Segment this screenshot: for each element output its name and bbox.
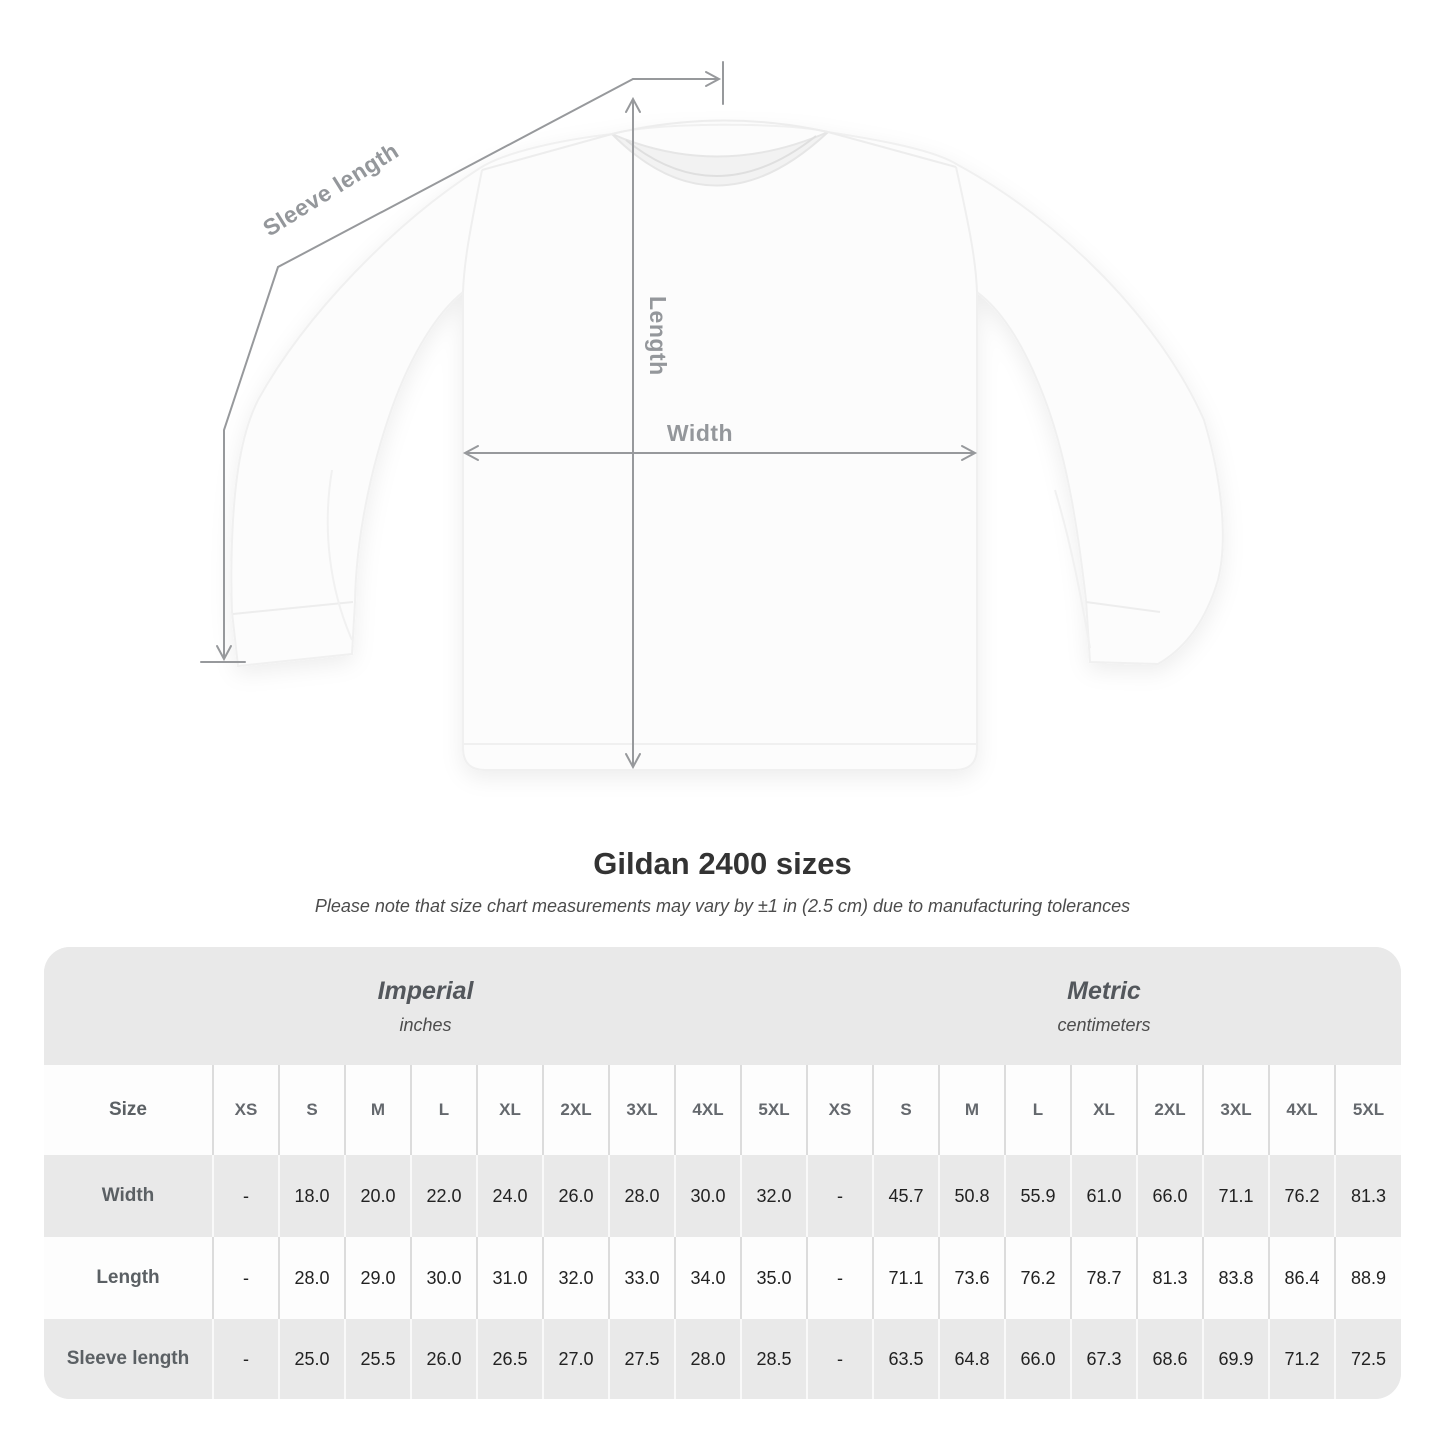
cell: 27.5 (609, 1319, 675, 1399)
size-header-row (44, 1065, 1401, 1155)
cell: - (807, 1237, 873, 1319)
cell: 26.0 (543, 1155, 609, 1237)
cell: 69.9 (1203, 1319, 1269, 1399)
length-row (44, 1237, 1401, 1319)
size-col-header: M (939, 1065, 1005, 1155)
size-col-header: M (345, 1065, 411, 1155)
cell: 67.3 (1071, 1319, 1137, 1399)
cell: 71.2 (1269, 1319, 1335, 1399)
unit-header-band (44, 947, 1401, 1065)
cell: 81.3 (1335, 1155, 1401, 1237)
imperial-label: Imperial (377, 976, 474, 1005)
cell: 76.2 (1269, 1155, 1335, 1237)
cell: 26.5 (477, 1319, 543, 1399)
cell: - (213, 1155, 279, 1237)
cell: 28.5 (741, 1319, 807, 1399)
metric-label: Metric (1067, 976, 1141, 1005)
row-label: Width (101, 1185, 155, 1206)
cell: 61.0 (1071, 1155, 1137, 1237)
size-col-header: 5XL (741, 1065, 807, 1155)
cell: 64.8 (939, 1319, 1005, 1399)
cell: - (213, 1319, 279, 1399)
metric-unit: centimeters (1057, 1014, 1151, 1035)
imperial-unit: inches (399, 1014, 452, 1035)
cell: 26.0 (411, 1319, 477, 1399)
cell: 71.1 (1203, 1155, 1269, 1237)
size-col-header: 5XL (1335, 1065, 1401, 1155)
size-col-header: 3XL (609, 1065, 675, 1155)
row-label: Length (96, 1267, 160, 1288)
cell: 55.9 (1005, 1155, 1071, 1237)
cell: 34.0 (675, 1237, 741, 1319)
cell: 25.0 (279, 1319, 345, 1399)
cell: 29.0 (345, 1237, 411, 1319)
length-label: Length (645, 296, 671, 376)
cell: 73.6 (939, 1237, 1005, 1319)
size-col-header: 3XL (1203, 1065, 1269, 1155)
size-col-header: XL (477, 1065, 543, 1155)
size-col-header: 4XL (1269, 1065, 1335, 1155)
cell: - (807, 1319, 873, 1399)
cell: 30.0 (411, 1237, 477, 1319)
cell: - (213, 1237, 279, 1319)
size-col-header: S (279, 1065, 345, 1155)
cell: 32.0 (543, 1237, 609, 1319)
imperial-header (44, 947, 807, 1065)
size-col-header: 2XL (1137, 1065, 1203, 1155)
cell: 18.0 (279, 1155, 345, 1237)
cell: 28.0 (675, 1319, 741, 1399)
size-chart-table (44, 947, 1401, 1399)
measurements-grid (44, 1065, 1401, 1399)
size-col-header: L (1005, 1065, 1071, 1155)
cell: 83.8 (1203, 1237, 1269, 1319)
size-col-header: S (873, 1065, 939, 1155)
cell: 28.0 (609, 1155, 675, 1237)
size-corner-header: Size (108, 1099, 148, 1120)
cell: 63.5 (873, 1319, 939, 1399)
cell: 32.0 (741, 1155, 807, 1237)
cell: 27.0 (543, 1319, 609, 1399)
cell: 20.0 (345, 1155, 411, 1237)
size-col-header: 2XL (543, 1065, 609, 1155)
cell: 78.7 (1071, 1237, 1137, 1319)
cell: 22.0 (411, 1155, 477, 1237)
cell: 35.0 (741, 1237, 807, 1319)
sleeve-length-label: Sleeve length (258, 137, 404, 242)
cell: - (807, 1155, 873, 1237)
size-col-header: L (411, 1065, 477, 1155)
size-col-header: XS (213, 1065, 279, 1155)
cell: 88.9 (1335, 1237, 1401, 1319)
width-row (44, 1155, 1401, 1237)
cell: 66.0 (1137, 1155, 1203, 1237)
cell: 24.0 (477, 1155, 543, 1237)
size-col-header: XL (1071, 1065, 1137, 1155)
width-label: Width (666, 420, 734, 446)
cell: 72.5 (1335, 1319, 1401, 1399)
cell: 28.0 (279, 1237, 345, 1319)
cell: 66.0 (1005, 1319, 1071, 1399)
metric-header (807, 947, 1401, 1065)
tolerance-note: Please note that size chart measurements may vary by ±1 in (2.5 cm) due to manufacturing tolerances (314, 896, 1131, 916)
row-label: Sleeve length (66, 1348, 190, 1369)
cell: 71.1 (873, 1237, 939, 1319)
size-col-header: 4XL (675, 1065, 741, 1155)
cell: 50.8 (939, 1155, 1005, 1237)
cell: 76.2 (1005, 1237, 1071, 1319)
size-col-header: XS (807, 1065, 873, 1155)
cell: 68.6 (1137, 1319, 1203, 1399)
cell: 81.3 (1137, 1237, 1203, 1319)
cell: 33.0 (609, 1237, 675, 1319)
cell: 86.4 (1269, 1237, 1335, 1319)
cell: 45.7 (873, 1155, 939, 1237)
cell: 25.5 (345, 1319, 411, 1399)
cell: 30.0 (675, 1155, 741, 1237)
sleeve-length-row (44, 1319, 1401, 1399)
cell: 31.0 (477, 1237, 543, 1319)
page-title: Gildan 2400 sizes (593, 846, 852, 881)
